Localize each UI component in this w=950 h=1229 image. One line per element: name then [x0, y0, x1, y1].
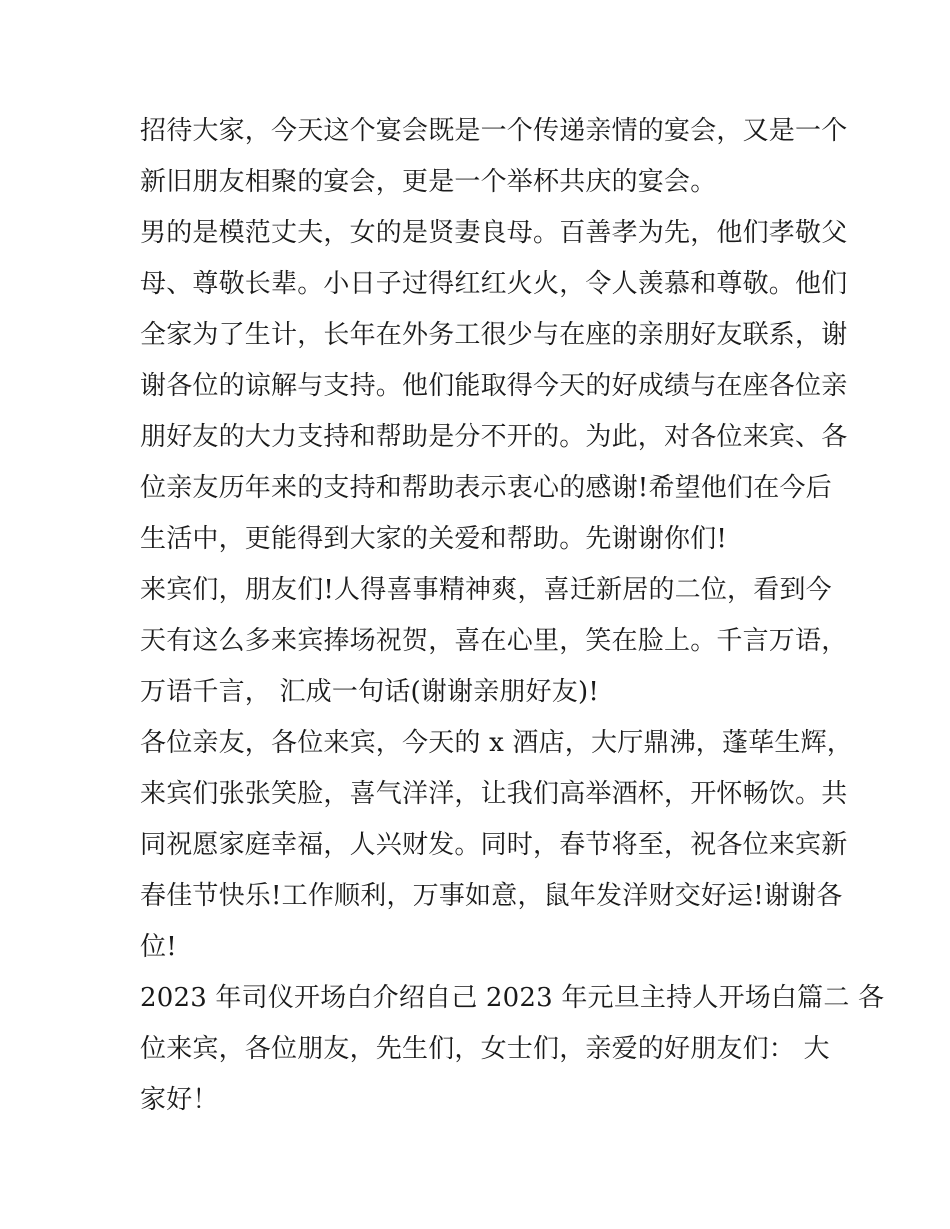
text-line: 男的是模范丈夫，女的是贤妻良母。百善孝为先，他们孝敬父 [140, 218, 848, 248]
paragraph-housewarming-thanks [140, 565, 848, 718]
text-line: 位! [140, 932, 177, 962]
text-line: 母、尊敬长辈。小日子过得红红火火，令人羡慕和尊敬。他们 [140, 269, 848, 299]
text-line: 2023 年司仪开场白介绍自己 2023 年元旦主持人开场白篇二 各 [140, 983, 885, 1013]
text-line: 谢各位的谅解与支持。他们能取得今天的好成绩与在座各位亲 [140, 371, 848, 401]
text-line: 全家为了生计，长年在外务工很少与在座的亲朋好友联系，谢 [140, 320, 848, 350]
text-line: 各位亲友，各位来宾，今天的 x 酒店，大厅鼎沸，蓬荜生辉， [140, 728, 853, 758]
text-line: 招待大家，今天这个宴会既是一个传递亲情的宴会，又是一个 [140, 116, 848, 146]
text-line: 来宾们，朋友们!人得喜事精神爽，喜迁新居的二位，看到今 [140, 575, 832, 605]
text-line: 同祝愿家庭幸福，人兴财发。同时，春节将至，祝各位来宾新 [140, 830, 848, 860]
paragraph-couple-praise [140, 208, 848, 565]
text-line: 位亲友历年来的支持和帮助表示衷心的感谢!希望他们在今后 [140, 473, 832, 503]
paragraph-toast-blessing [140, 718, 853, 973]
text-line: 万语千言， 汇成一句话(谢谢亲朋好友)! [140, 677, 600, 707]
text-line: 天有这么多来宾捧场祝贺，喜在心里，笑在脸上。千言万语， [140, 626, 848, 656]
paragraph-banquet-welcome [140, 106, 848, 208]
text-line: 新旧朋友相聚的宴会，更是一个举杯共庆的宴会。 [140, 167, 717, 197]
text-line: 生活中，更能得到大家的关爱和帮助。先谢谢你们! [140, 524, 728, 554]
text-line: 来宾们张张笑脸，喜气洋洋，让我们高举酒杯，开怀畅饮。共 [140, 779, 848, 809]
text-line: 位来宾，各位朋友，先生们，女士们，亲爱的好朋友们： 大 [140, 1034, 830, 1064]
text-line: 家好！ [140, 1085, 219, 1115]
text-line: 朋好友的大力支持和帮助是分不开的。为此，对各位来宾、各 [140, 422, 848, 452]
text-line: 春佳节快乐!工作顺利，万事如意，鼠年发洋财交好运!谢谢各 [140, 881, 843, 911]
paragraph-host-opening [140, 973, 885, 1126]
document-body [140, 106, 885, 1126]
